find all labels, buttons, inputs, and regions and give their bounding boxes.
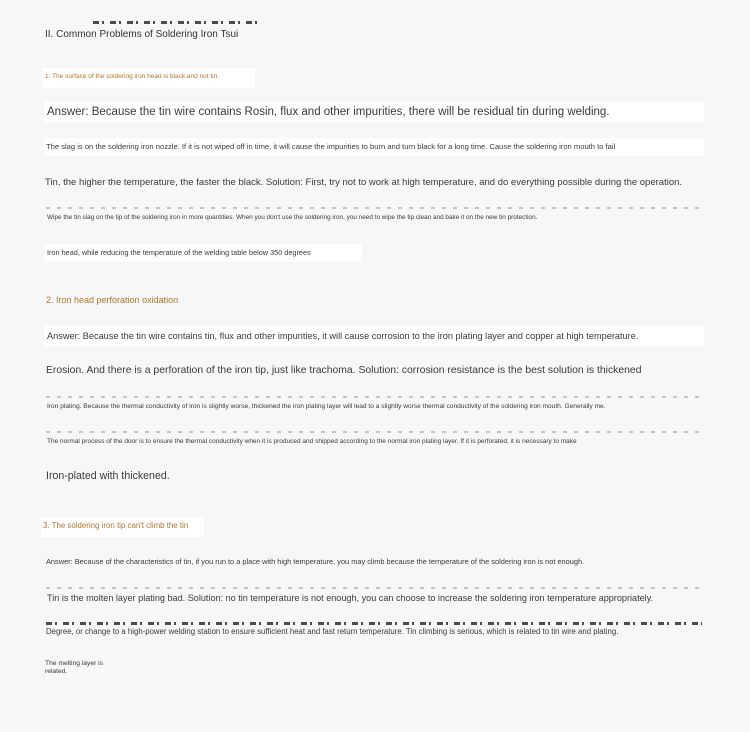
problem-1-paragraph-4: Wipe the tin slag on the tip of the soldering iron in more quantities. When you don't use the soldering iron, you need to wipe the tip clean and bake it on the new tin protection. — [47, 214, 538, 221]
problem-1-paragraph-5: Iron head, while reducing the temperature of the welding table below 350 degrees — [47, 248, 311, 257]
problem-3-paragraph-5: related. — [45, 668, 68, 675]
scan-artifact-5 — [46, 622, 702, 625]
problem-3-paragraph-4: The melting layer is — [45, 660, 103, 667]
problem-2-paragraph-4: The normal process of the door is to ensure the thermal conductivity when it is produced and shipped according to the normal iron plating layer. If it is perforated, it is necessary to make — [47, 438, 577, 445]
scan-artifact-1 — [46, 207, 702, 209]
problem-3-paragraph-1: Answer: Because of the characteristics of tin, if you run to a place with high temperature, you may climb because the temperature of the soldering iron is not enough. — [46, 557, 585, 566]
problem-1-paragraph-1: Answer: Because the tin wire contains Rosin, flux and other impurities, there will be residual tin during welding. — [47, 106, 610, 118]
problem-2-paragraph-2: Erosion. And there is a perforation of the iron tip, just like trachoma. Solution: corrosion resistance is the best solution is thickened — [46, 365, 642, 376]
problem-1-paragraph-2: The slag is on the soldering iron nozzle. If it is not wiped off in time, it will cause the impurities to burn and turn black for a long time. Cause the soldering iron mouth to fail — [46, 142, 616, 151]
problem-1-heading: 1. The surface of the soldering iron head is black and not tin. — [45, 73, 220, 80]
problem-3-paragraph-2: Tin is the molten layer plating bad. Solution: no tin temperature is not enough, you can choose to increase the soldering iron temperature appropriately. — [47, 593, 654, 603]
scan-artifact-4 — [46, 587, 702, 589]
problem-3-paragraph-3: Degree, or change to a high-power welding station to ensure sufficient heat and fast return temperature. Tin climbing is serious, which is related to tin wire and plating. — [46, 627, 619, 636]
scan-artifact-3 — [46, 431, 702, 433]
problem-2-paragraph-1: Answer: Because the tin wire contains tin, flux and other impurities, it will cause corrosion to the iron plating layer and copper at high temperature. — [47, 331, 639, 341]
scan-artifact-top — [93, 21, 257, 24]
problem-1-paragraph-3: Tin, the higher the temperature, the faster the black. Solution: First, try not to work at high temperature, and do everything possible during the operation. — [45, 177, 683, 188]
problem-2-paragraph-5: Iron-plated with thickened. — [46, 470, 170, 482]
section-title: II. Common Problems of Soldering Iron Tsui — [45, 29, 239, 40]
scan-artifact-2 — [46, 396, 702, 398]
problem-2-heading: 2. Iron head perforation oxidation — [46, 295, 179, 305]
problem-2-paragraph-3: Iron plating. Because the thermal conductivity of iron is slightly worse, thickened the iron plating layer will lead to a slightly worse thermal conductivity of the soldering iron mouth. Generally me. — [47, 403, 606, 410]
problem-3-heading: 3. The soldering iron tip can't climb the tin — [43, 521, 189, 530]
